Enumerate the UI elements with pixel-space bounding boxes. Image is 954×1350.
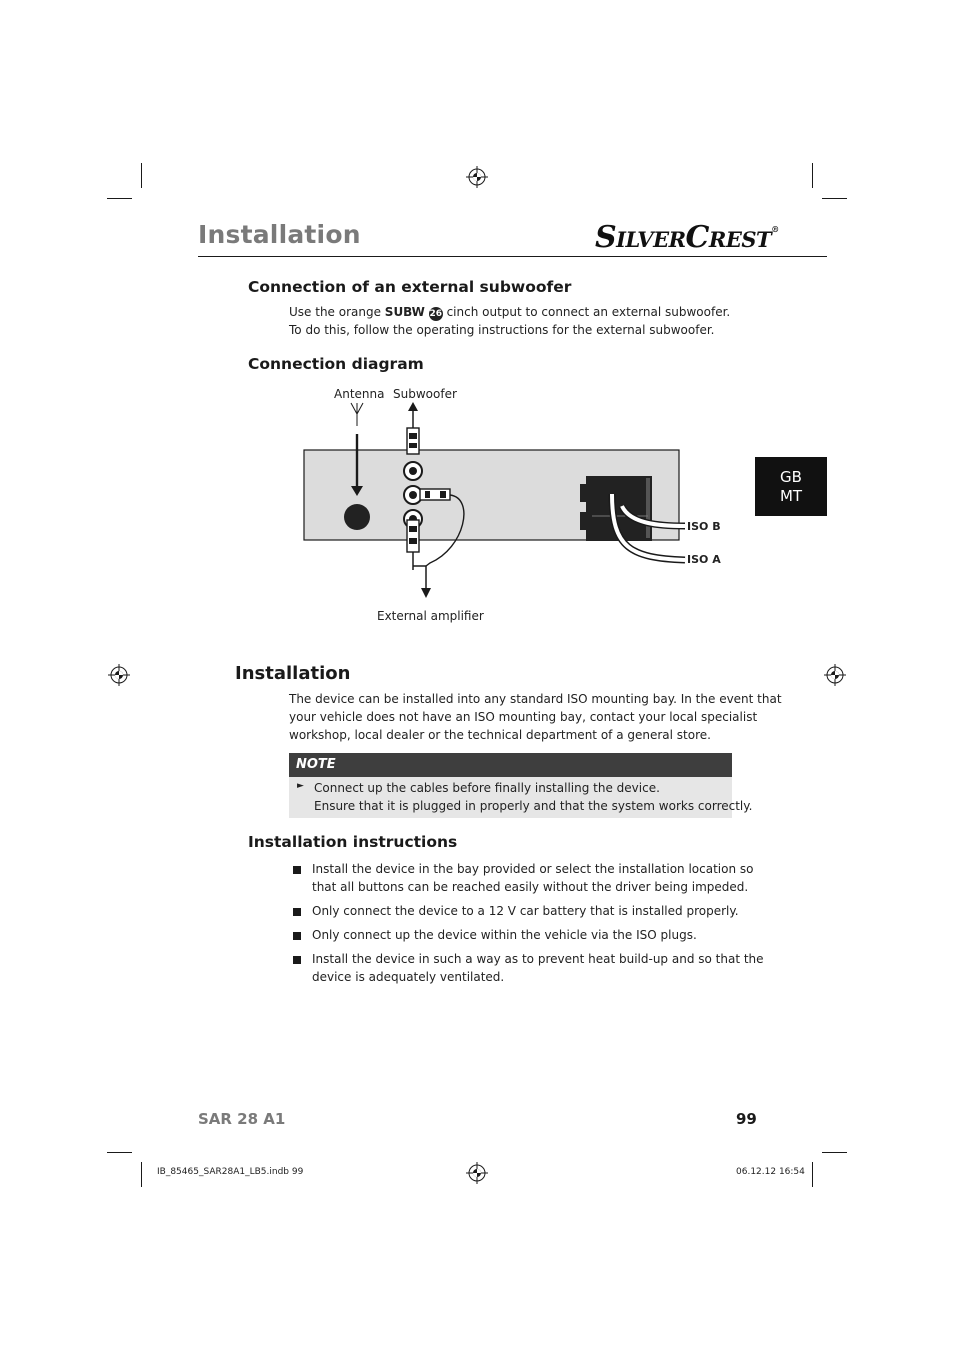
list-item: Install the device in such a way as to prevent heat build-up and so that the device is adequately ventilated.: [312, 952, 764, 984]
crop-mark: [107, 198, 132, 199]
subwoofer-plug: [407, 428, 419, 454]
section-heading-installation: Installation: [235, 663, 351, 684]
header-rule: [198, 256, 827, 257]
crop-mark: [822, 1152, 847, 1153]
section-heading-diagram: Connection diagram: [248, 355, 424, 373]
antenna-socket: [344, 504, 370, 530]
language-code-mt: MT: [779, 487, 803, 505]
crop-mark: [141, 1162, 142, 1187]
imprint-file: IB_85465_SAR28A1_LB5.indb 99: [157, 1167, 304, 1177]
list-item: Only connect up the device within the vehicle via the ISO plugs.: [312, 928, 697, 942]
registration-mark-icon: [824, 664, 846, 686]
registration-mark-icon: [466, 1162, 488, 1184]
brand-logo: SILVERCREST®: [595, 220, 779, 255]
crop-mark: [141, 163, 142, 188]
language-code-gb: GB: [780, 468, 802, 486]
list-item: Only connect the device to a 12 V car battery that is installed properly.: [312, 904, 739, 918]
diagram-label-external-amplifier: External amplifier: [377, 609, 484, 623]
note-text: Connect up the cables before finally installing the device. Ensure that it is plugged in properly and that the system works correctly.: [314, 781, 753, 813]
amplifier-arrow-head: [421, 588, 431, 598]
page-title: Installation: [198, 220, 361, 249]
connection-diagram: [290, 398, 690, 608]
diagram-label-iso-a: ISO A: [687, 553, 721, 566]
registration-mark-icon: [108, 664, 130, 686]
model-number: SAR 28 A1: [198, 1110, 286, 1128]
amplifier-plug: [407, 520, 419, 552]
installation-paragraph: The device can be installed into any standard ISO mounting bay. In the event that your vehicle does not have an ISO mounting bay, contact your local specialist workshop, local dealer or the technical department of a general store.: [289, 692, 782, 742]
subwoofer-arrow-head: [408, 402, 418, 411]
section-heading-instructions: Installation instructions: [248, 833, 458, 851]
note-arrow-icon: ►: [297, 781, 304, 791]
bullet-icon: [293, 932, 301, 940]
list-item: Install the device in the bay provided or select the installation location so that all buttons can be reached easily without the driver being impeded.: [312, 862, 754, 894]
subwoofer-paragraph: Use the orange SUBW 26 cinch output to connect an external subwoofer. To do this, follow the operating instructions for the external subwoofer.: [289, 305, 731, 337]
bullet-icon: [293, 956, 301, 964]
reference-number-badge: 26: [429, 309, 443, 319]
language-tab: [755, 457, 827, 516]
imprint-date: 06.12.12 16:54: [736, 1167, 805, 1177]
diagram-label-subwoofer: Subwoofer: [393, 387, 457, 401]
diagram-label-iso-b: ISO B: [687, 520, 721, 533]
crop-mark: [812, 163, 813, 188]
crop-mark: [822, 198, 847, 199]
note-heading: NOTE: [289, 753, 732, 777]
page-number: 99: [736, 1110, 757, 1128]
diagram-label-antenna: Antenna: [334, 387, 385, 401]
bullet-icon: [293, 908, 301, 916]
registration-mark-icon: [466, 166, 488, 188]
crop-mark: [812, 1162, 813, 1187]
section-heading-subwoofer: Connection of an external subwoofer: [248, 278, 572, 296]
antenna-icon: [351, 403, 363, 426]
subw-label: SUBW: [384, 305, 425, 319]
bullet-icon: [293, 866, 301, 874]
crop-mark: [107, 1152, 132, 1153]
